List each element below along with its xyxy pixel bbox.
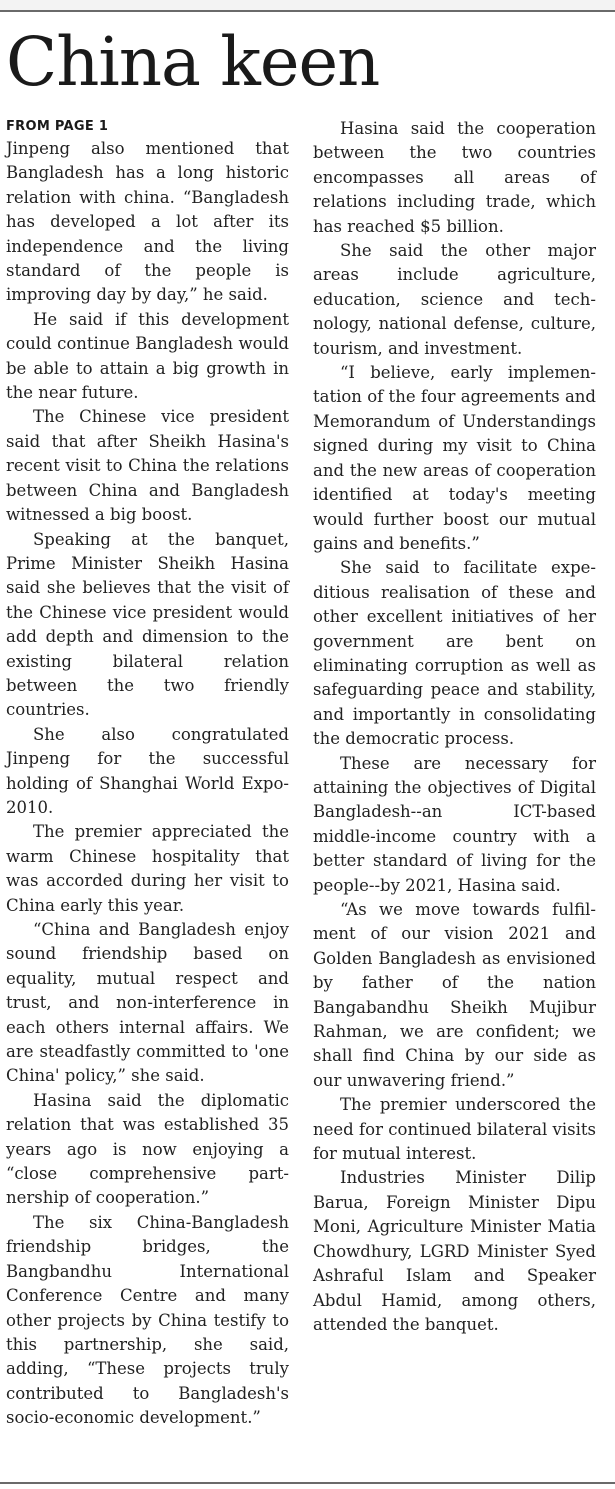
top-rule (0, 0, 615, 12)
paragraph: Industries Minister Dilip Barua, Foreign Minister Dipu Moni, Agriculture Minister Matia Chowdhury, LGRD Minister Syed Ashraful Islam and Speaker Abdul Hamid, among others, attended the banquet. (313, 1168, 596, 1334)
bottom-rule (0, 1482, 615, 1484)
paragraph: Hasina said the cooperation between the two countries encompasses all areas of relations including trade, which has reached $5 billion. (313, 119, 596, 236)
paragraph: The premier appreciated the warm Chinese hospitality that was accorded during her visit to China early this year. (6, 822, 289, 915)
paragraph: These are necessary for attaining the objectives of Digital Bangladesh--an ICT-based middle-income country with a better standard of living for the people--by 2021, Hasina said. (313, 753, 596, 895)
paragraph: Speaking at the banquet, Prime Minister Sheikh Hasina said she believes that the visit of the Chinese vice president would add depth and dimension to the existing bilateral relation between the two friendly countries. (6, 529, 289, 720)
paragraph: “China and Bangladesh enjoy sound friendship based on equality, mutual respect and trust, and non-interference in each others internal affairs. We are steadfastly committed to 'one China' policy,” she said. (6, 920, 289, 1086)
paragraph: Jinpeng also mentioned that Bangladesh has a long historic relation with china. “Bangladesh has developed a lot after its independence and the living standard of the people is improving day by day,” he said. (6, 139, 289, 305)
paragraph: Hasina said the diplomatic relation that was established 35 years ago is now enjoying a “close comprehensive partnership of cooperation.” (6, 1090, 289, 1208)
article-column-right (313, 117, 596, 1337)
paragraph: She also congratulated Jinpeng for the successful holding of Shanghai World Expo-2010. (6, 724, 289, 817)
headline: China keen (6, 23, 380, 101)
paragraph: The six China-Bangladesh friendship bridges, the Bangbandhu International Conference Centre and many other projects by China testify to this partnership, she said, adding, “These projects truly contributed to Bangladesh's socio-economic development.” (6, 1212, 289, 1428)
paragraph: “As we move towards fulfilment of our vision 2021 and Golden Bangladesh as envisioned by father of the nation Bangabandhu Sheikh Mujibur Rahman, we are confident; we shall find China by our side as our unwavering friend.” (313, 900, 596, 1090)
paragraph: “I believe, early implementation of the four agreements and Memorandum of Understandings signed during my visit to China and the new areas of cooperation identified at today's meeting would further boost our mutual gains and benefits.” (313, 363, 596, 553)
paragraph: The premier underscored the need for continued bilateral visits for mutual interest. (313, 1095, 596, 1164)
article-column-left (6, 117, 289, 1431)
paragraph: She said the other major areas include agriculture, education, science and technology, national defense, culture, tourism, and investment. (313, 241, 596, 358)
kicker: FROM PAGE 1 (6, 119, 109, 134)
paragraph: The Chinese vice president said that after Sheikh Hasina's recent visit to China the relations between China and Bangladesh witnessed a big boost. (6, 407, 289, 525)
paragraph: She said to facilitate expeditious realisation of these and other excellent initiatives of her government are bent on eliminating corruption as well as safeguarding peace and stability, and importantly in consolidating the democratic process. (313, 558, 596, 749)
paragraph: He said if this development could continue Bangladesh would be able to attain a big growth in the near future. (6, 309, 289, 403)
